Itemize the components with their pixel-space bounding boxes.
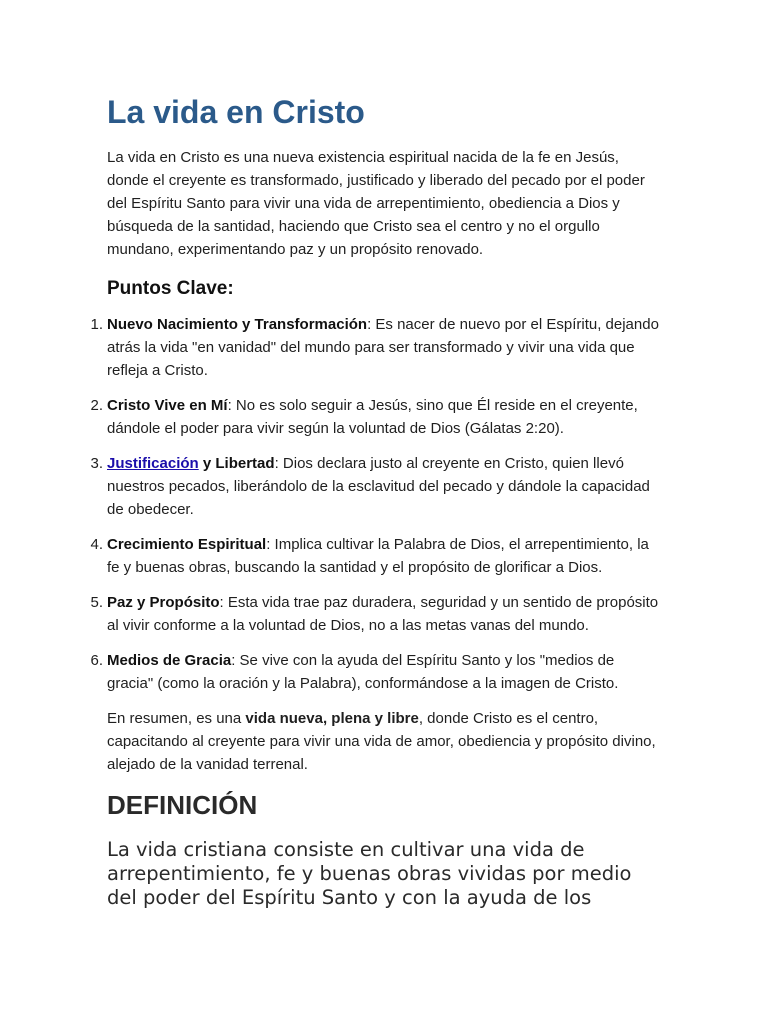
list-item-title: Paz y Propósito <box>107 594 220 611</box>
definition-paragraph: La vida cristiana consiste en cultivar una vida de arrepentimiento, fe y buenas obras vividas por medio del poder del Espíritu Santo y con la ayuda de los <box>107 838 632 909</box>
summary-emphasis: vida nueva, plena y libre <box>245 710 419 727</box>
document-content <box>90 92 663 910</box>
intro-paragraph: La vida en Cristo es una nueva existencia espiritual nacida de la fe en Jesús, donde el creyente es transformado, justificado y liberado del pecado por el poder del Espíritu Santo para vivir una vida de arrepentimiento, obediencia a Dios y búsqueda de la santidad, haciendo que Cristo sea el centro y no el orgullo mundano, experimentando paz y un propósito renovado. <box>107 149 645 258</box>
list-item-text: : Se vive con la ayuda del Espíritu Santo y los "medios de gracia" (como la oración y la Palabra), conformándose a la imagen de Cristo. <box>107 652 619 692</box>
list-item-title: Medios de Gracia <box>107 652 232 669</box>
list-item <box>90 313 663 382</box>
list-item <box>90 591 663 637</box>
list-item <box>90 533 663 579</box>
list-number: 2. <box>90 397 103 414</box>
definition-heading: DEFINICIÓN <box>107 790 258 820</box>
list-item-title: Cristo Vive en Mí <box>107 397 228 414</box>
list-number: 1. <box>90 316 103 333</box>
list-number: 6. <box>90 652 103 669</box>
summary-paragraph <box>107 707 663 776</box>
list-number: 3. <box>90 455 103 472</box>
key-points-list <box>90 313 663 695</box>
key-points-heading: Puntos Clave: <box>107 278 234 299</box>
list-item-text: : Es nacer de nuevo por el Espíritu, dejando atrás la vida "en vanidad" del mundo para ser transformado y vivir una vida que refleja a Cristo. <box>107 316 659 379</box>
list-item-text: : Dios declara justo al creyente en Cristo, quien llevó nuestros pecados, liberándolo de la esclavitud del pecado y dándole la capacidad de obedecer. <box>107 455 650 518</box>
list-item-text: : Esta vida trae paz duradera, seguridad y un sentido de propósito al vivir conforme a la voluntad de Dios, no a las metas vanas del mundo. <box>107 594 659 634</box>
list-number: 4. <box>90 536 103 553</box>
justificacion-link[interactable]: Justificación <box>107 455 199 472</box>
page-title: La vida en Cristo <box>107 94 365 130</box>
summary-prefix: En resumen, es una <box>107 710 246 727</box>
list-item-title: y Libertad <box>198 455 275 472</box>
list-item-title: Nuevo Nacimiento y Transformación <box>107 316 368 333</box>
list-item-text: : No es solo seguir a Jesús, sino que Él reside en el creyente, dándole el poder para vivir según la voluntad de Dios (Gálatas 2:20). <box>107 397 638 437</box>
list-item-title: Crecimiento Espiritual <box>107 536 267 553</box>
list-item <box>90 394 663 440</box>
list-item <box>90 452 663 521</box>
summary-suffix: , donde Cristo es el centro, capacitando al creyente para vivir una vida de amor, obediencia y propósito divino, alejado de la vanidad terrenal. <box>107 710 656 773</box>
list-item <box>90 649 663 695</box>
list-number: 5. <box>90 594 103 611</box>
list-item-text: : Implica cultivar la Palabra de Dios, el arrepentimiento, la fe y buenas obras, buscando la santidad y el propósito de glorificar a Dios. <box>107 536 649 576</box>
